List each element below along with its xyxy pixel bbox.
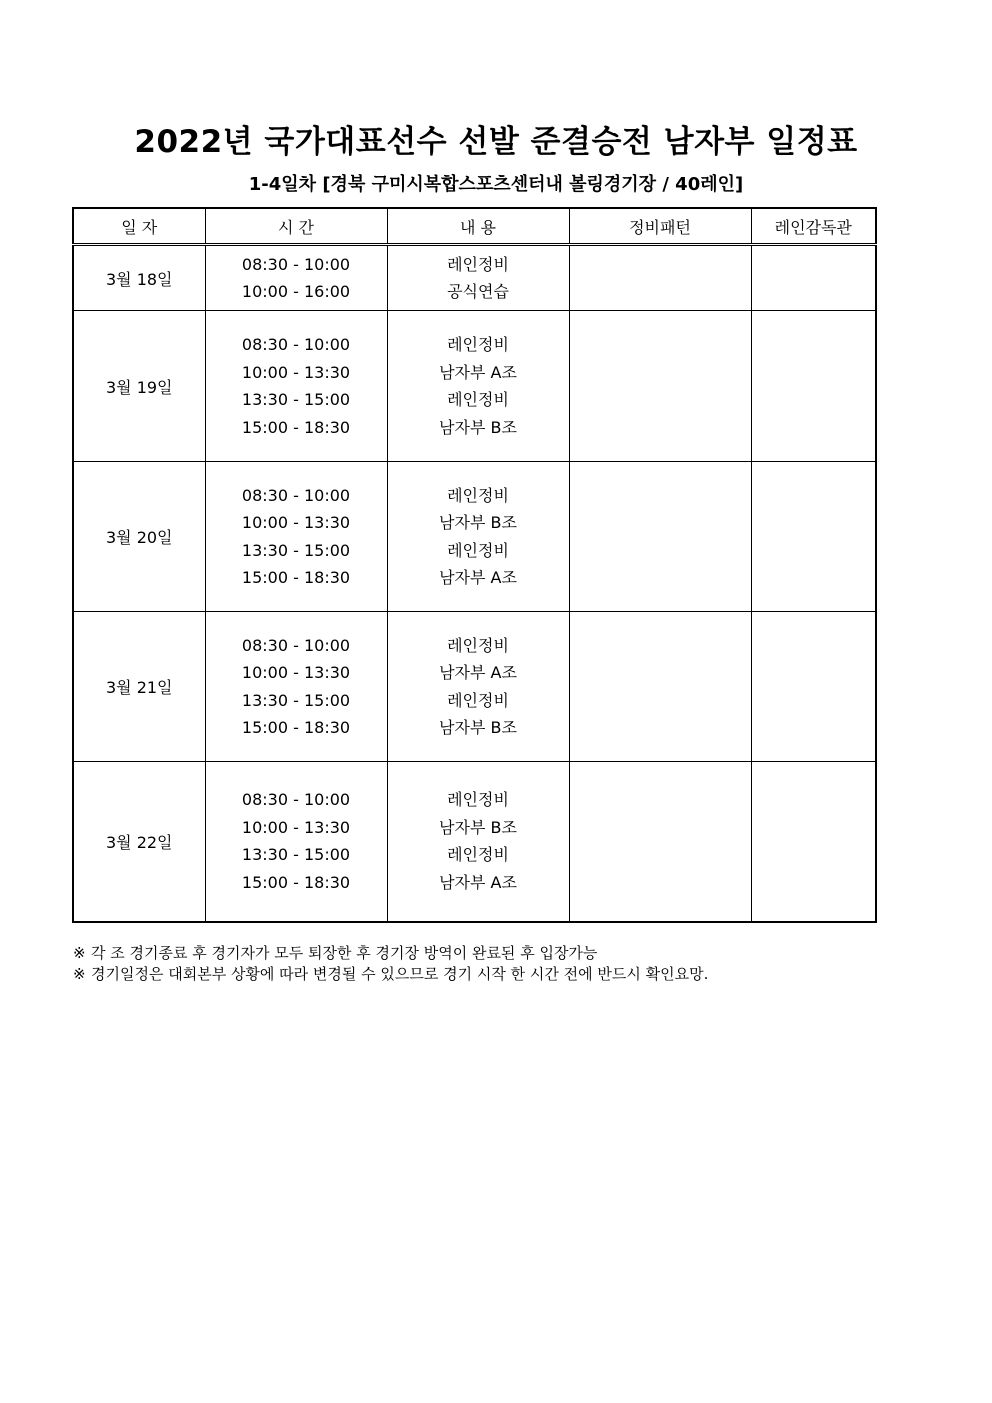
content-item: 레인정비: [447, 635, 509, 655]
document-subtitle: 1-4일차 [경북 구미시복합스포츠센터내 볼링경기장 / 40레인]: [248, 174, 744, 195]
note-item: [73, 964, 708, 985]
time-slot: 10:00 - 13:30: [241, 817, 351, 837]
header-content: 내 용: [387, 208, 569, 245]
table-row: [73, 311, 876, 462]
table-row: [73, 462, 876, 612]
header-pattern: 정비패턴: [569, 208, 751, 245]
time-cell: [205, 245, 387, 311]
content-item: 남자부 B조: [439, 417, 517, 437]
content-item: 레인정비: [447, 254, 509, 274]
time-slot: 10:00 - 16:00: [241, 282, 351, 301]
time-slot: 08:30 - 10:00: [241, 335, 351, 354]
time-slot: 13:30 - 15:00: [241, 390, 351, 409]
content-item: 남자부 A조: [439, 663, 517, 682]
time-cell: [205, 762, 387, 922]
date-cell: 3월 21일: [73, 612, 205, 762]
reference-mark-icon: ※: [73, 944, 86, 962]
content-item: 레인정비: [447, 390, 509, 409]
header-supervisor: 레인감독관: [751, 208, 876, 245]
pattern-cell: [569, 311, 751, 462]
content-cell: [387, 462, 569, 612]
time-slot: 10:00 - 13:30: [241, 513, 351, 532]
pattern-cell: [569, 612, 751, 762]
time-slot: 13:30 - 15:00: [241, 690, 351, 710]
time-slot: 08:30 - 10:00: [241, 254, 351, 274]
notes-section: [73, 943, 708, 985]
content-cell: [387, 612, 569, 762]
header-time: 시 간: [205, 208, 387, 245]
content-cell: [387, 311, 569, 462]
schedule-table: [72, 207, 877, 923]
supervisor-cell: [751, 245, 876, 311]
content-item: 레인정비: [447, 540, 509, 560]
supervisor-cell: [751, 612, 876, 762]
date-cell: 3월 18일: [73, 245, 205, 311]
time-slot: 13:30 - 15:00: [241, 540, 351, 560]
table-row: [73, 245, 876, 311]
content-cell: [387, 245, 569, 311]
content-item: 레인정비: [447, 845, 509, 865]
time-slot: 08:30 - 10:00: [241, 485, 351, 505]
time-slot: 10:00 - 13:30: [241, 663, 351, 682]
supervisor-cell: [751, 462, 876, 612]
document-title: 2022년 국가대표선수 선발 준결승전 남자부 일정표: [134, 124, 858, 160]
content-item: 남자부 B조: [439, 718, 517, 737]
content-item: 남자부 A조: [439, 568, 517, 587]
content-item: 레인정비: [447, 335, 509, 354]
time-cell: [205, 311, 387, 462]
table-row: [73, 762, 876, 922]
time-slot: 15:00 - 18:30: [241, 568, 351, 587]
time-cell: [205, 462, 387, 612]
content-item: 남자부 B조: [439, 513, 517, 532]
content-item: 레인정비: [447, 790, 509, 810]
pattern-cell: [569, 462, 751, 612]
header-date: 일 자: [73, 208, 205, 245]
pattern-cell: [569, 245, 751, 311]
content-item: 레인정비: [447, 690, 509, 710]
date-cell: 3월 22일: [73, 762, 205, 922]
supervisor-cell: [751, 762, 876, 922]
supervisor-cell: [751, 311, 876, 462]
reference-mark-icon: ※: [73, 965, 86, 983]
content-item: 남자부 B조: [439, 817, 517, 837]
time-slot: 08:30 - 10:00: [241, 790, 351, 810]
time-slot: 10:00 - 13:30: [241, 362, 351, 382]
time-cell: [205, 612, 387, 762]
time-slot: 08:30 - 10:00: [241, 635, 351, 655]
content-item: 레인정비: [447, 485, 509, 505]
time-slot: 15:00 - 18:30: [241, 718, 351, 737]
note-item: [73, 943, 708, 964]
pattern-cell: [569, 762, 751, 922]
note-text: 각 조 경기종료 후 경기자가 모두 퇴장한 후 경기장 방역이 완료된 후 입장가능: [91, 944, 598, 962]
time-slot: 13:30 - 15:00: [241, 845, 351, 865]
content-item: 남자부 A조: [439, 362, 517, 382]
note-text: 경기일정은 대회본부 상황에 따라 변경될 수 있으므로 경기 시작 한 시간 전에 반드시 확인요망.: [91, 965, 709, 983]
time-slot: 15:00 - 18:30: [241, 417, 351, 437]
table-row: [73, 612, 876, 762]
table-header-row: [73, 208, 876, 245]
time-slot: 15:00 - 18:30: [241, 872, 351, 892]
date-cell: 3월 20일: [73, 462, 205, 612]
content-cell: [387, 762, 569, 922]
content-item: 공식연습: [447, 282, 509, 301]
content-item: 남자부 A조: [439, 872, 517, 892]
date-cell: 3월 19일: [73, 311, 205, 462]
